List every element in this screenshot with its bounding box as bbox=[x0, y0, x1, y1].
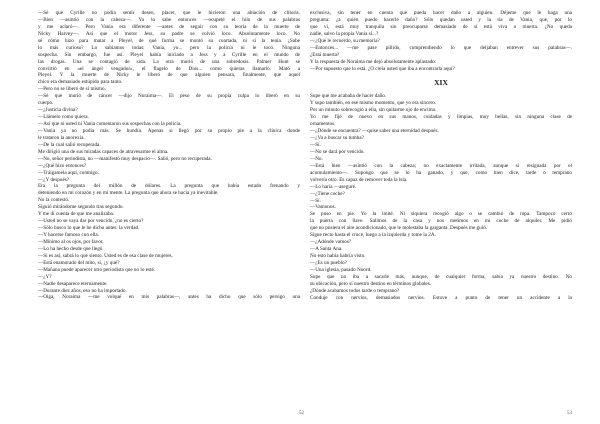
text-line: —Una iglesia, pasado Noord. bbox=[310, 266, 372, 273]
text-line: Y supo también, en ese mismo momento, que yo era sincero. bbox=[310, 100, 437, 107]
text-line: Conduje con nervios, demasiados nervios. Estuve a punto de tener un accidente a la bbox=[310, 294, 572, 301]
text-line: No esto había habría visto. bbox=[310, 253, 366, 259]
text-line: ¿Está muerta? bbox=[310, 51, 340, 58]
text-line: —¿Va a buscar su tumba? bbox=[310, 135, 364, 142]
text-line: volvería otro. Es capaz de remover toda la isla. bbox=[310, 176, 408, 183]
text-line: —De la cual salió recuperada. bbox=[38, 141, 101, 148]
text-line: —No. bbox=[310, 155, 323, 162]
text-line: Me dirigió una de sus miradas capaces de atravesarme el alma. bbox=[38, 148, 169, 155]
text-line: que no pusiera el aire acondicionado, que le molestaba la garganta. Después me guió. bbox=[310, 225, 488, 232]
text-line: —A Santa Ana. bbox=[310, 246, 343, 253]
text-line: —Vania ya no podía más. Se hundía. Apenas si llegó por su propio pie a la clínica donde bbox=[38, 127, 300, 134]
text-line: —Pero no se liberó de sí mismo. bbox=[38, 86, 106, 93]
text-line: —Vamonos. bbox=[310, 204, 336, 211]
text-line: Pleyel. Y la muerte de Nicky le liberó de que alguien pensara, finalmente, que aquel bbox=[38, 72, 300, 79]
text-line: —Nadie desaparece eternamente. bbox=[38, 280, 108, 287]
text-line: pregunta: ¿a quién puedo hacerle daño? Sólo quedan usted y la tía de Vania, que, por lo bbox=[310, 16, 572, 23]
text-line: —Sé que murió de cáncer —dijo Noraima—. El peso de su propia culpa lo liberó en su bbox=[38, 93, 300, 100]
text-line: —Mínimo al os ojos, por favor. bbox=[38, 238, 104, 245]
left-page-text bbox=[38, 10, 300, 301]
text-line: —Usted no se vaya dar por vencido, ¿no es cierto? bbox=[38, 218, 144, 225]
text-line: —Sólo busco lo que le he dicho antes: la verdad. bbox=[38, 225, 140, 232]
text-line: —¿Tiene coche? bbox=[310, 190, 345, 197]
text-line: —¿Y? bbox=[38, 273, 52, 280]
text-line: —Durante diez años, eso no ha importado. bbox=[38, 287, 127, 294]
text-line: —¿Qué le recuerdo, su memoria? bbox=[310, 37, 380, 44]
page-number: 52 bbox=[299, 411, 304, 416]
text-line: lo más curioso? Lo sabíamos todas: Vania, yo... pero la policía ni le tocó. Ninguna bbox=[38, 44, 300, 51]
text-line: —Mañana puede aparecer otro periodista que no lo esté. bbox=[38, 266, 156, 273]
text-line: —¿Adónde vamos? bbox=[310, 239, 352, 246]
text-line: chico era demasiado estúpido para tanto. bbox=[38, 79, 123, 86]
text-line: exclusiva, sin tener en cuenta que pueda hacer daño a alguien. Déjeme que le haga una bbox=[310, 10, 572, 16]
text-line: —Está enamorado del mito, sí, ¿y qué? bbox=[38, 259, 120, 266]
text-line: Y me di cuenta de que me analizaba. bbox=[38, 211, 115, 218]
text-line: —Y hacerse famoso con ella. bbox=[38, 232, 100, 238]
text-line: Se puso en pie. Yo la imité. Ni siquiera recogió algo o se cambió de ropa. Tampoco cerró bbox=[310, 211, 572, 218]
text-line: le trataron la anorexia. bbox=[38, 134, 85, 141]
text-line: —Lo haría —aseguré. bbox=[310, 183, 357, 190]
text-line: y me aclaró—. Pero Vania era diferente —antes de seguir con su teoría de la muerte de bbox=[38, 23, 300, 30]
text-line: las drogas. Una se contagió de sida. La otra murió de una sobredosis. Palmer Hunt se bbox=[38, 58, 300, 65]
text-line: su ubicación, pero sí nuestro destino en términos globales. bbox=[310, 280, 432, 287]
text-line: Yo me fijé de nuevo en sus manos, cuidadas y limpias, muy bellas, sin ninguna clase de bbox=[310, 114, 572, 121]
text-line: —No, señor periodista, no —manifestó muy despacio—. Salió, pero no recuperada. bbox=[38, 155, 212, 162]
text-line: nadie, salvo la propia Vania sí...? bbox=[310, 30, 379, 37]
text-line: —Tráigamela aquí, conmigo. bbox=[38, 169, 99, 176]
text-line: Nicky Harvey—. Así que el motor Jess, su padre se volvió loco. Absolutamente loco. No bbox=[38, 30, 300, 37]
text-line: —Así que ni usted ni Vania comentaron sus sospechas con la policía. bbox=[38, 121, 182, 127]
text-line: —Entonces... —me pase pillido, comprendiendo lo que deljaban entrever sus palabras—. bbox=[310, 44, 572, 51]
text-line: —Sí. bbox=[310, 197, 321, 204]
text-line: deteniendo en mi corazón y en mi mente. La pregunta que ahora se hacía ya inevitable. bbox=[38, 190, 219, 197]
text-line: —¿Es un pueblo? bbox=[310, 259, 347, 266]
text-line: Y la respuesta de Noraima me dejó absolutamente aplastado: bbox=[310, 58, 437, 65]
text-line: ornamentos. bbox=[310, 121, 336, 128]
page-number: 53 bbox=[567, 411, 572, 416]
text-line: Supe que no iba a sacarle más, aunque, de cualquier forma, sabía ya nuestro destino. No bbox=[310, 273, 572, 280]
text-line: —Bien —asintió con la cabeza—. Yo lo sabe entonces —ocupeté el hilo de sus palabras bbox=[38, 16, 300, 23]
text-line: que vi, está muy tranquila sin preocuparse demasiado de si está viva o muerta. ¿No queda bbox=[310, 23, 572, 30]
text-line: cuerpo. bbox=[38, 100, 54, 107]
text-line: —¿Justicia divina? bbox=[38, 107, 78, 114]
text-line: convirtió en «el ángel vengador», el flagelo de Dios... como quieras llamarlo. Mató a bbox=[38, 65, 300, 72]
text-line: —Está bien —asintió con la cabeza; no exactamente irritada, aunque sí resignada por el bbox=[310, 162, 572, 169]
text-line: acumulamiento—. Supongo que se lo ha ganado, y que, como bien dice, tarde o temprano bbox=[310, 169, 572, 176]
text-line: —Llámelo como quiera. bbox=[38, 114, 89, 121]
text-line: la puerta con llave. Salimos de la casa y nos metimos en mi coche de alquiler. Me pidió bbox=[310, 218, 572, 225]
text-line: sé cómo hizo para matar a Pleyel, de qué forma se montó su coartada, ni si la tenía. ¿Sabe bbox=[38, 37, 300, 44]
text-line: —¿Qué hizo entonces? bbox=[38, 162, 87, 169]
text-line: —Oiga, Noraima —me volqué en mis palabras—, antes ha dicho que sólo persigo una bbox=[38, 294, 300, 301]
text-line: Supe que me acababa de hacer daño. bbox=[310, 93, 387, 100]
right-page bbox=[310, 10, 572, 416]
text-line: —No se dará por vencido. bbox=[310, 148, 365, 155]
left-page bbox=[38, 10, 304, 416]
text-line: —Lo ha hecho desde que llegó. bbox=[38, 245, 104, 252]
text-line: Era la pregunta del millón de dólares. La pregunta que había estado frenando y bbox=[38, 183, 300, 190]
text-line: —Sí. bbox=[310, 142, 321, 148]
text-line: —Si es así, sabrá lo que siento. Usted es de esa clase de mujeres. bbox=[38, 252, 173, 259]
text-line: —¿Y después? bbox=[38, 176, 70, 183]
right-page-text bbox=[310, 10, 572, 302]
text-line: —Sé que Cyrille no podía sentir deseo, placer, que le hicieron una ablación de clítoris. bbox=[38, 10, 300, 16]
text-line: ¿Dónde acabamos todos tarde o temprano? bbox=[310, 287, 400, 294]
text-line: sospecha. Sin embargo, fue así. Pleyel había iniciado a Jess y a Cyrille en el mundo de bbox=[38, 51, 300, 58]
text-line: Por un minuto sobrecogió a ella, sin quitarme ojo de encima. bbox=[310, 107, 437, 114]
text-line: —Por supuesto que lo está. ¿O creía usted que iba a encontrarla aquí? bbox=[310, 65, 455, 72]
text-line: No la contestó. bbox=[38, 197, 70, 204]
text-line: —¿Dónde se encuentra? —quise saber una eternidad después. bbox=[310, 128, 439, 135]
chapter-heading: XIX bbox=[434, 78, 448, 88]
text-line: Sigue recto hasta el cruce, luego a la izquierda y tome la 2A. bbox=[310, 232, 436, 239]
text-line: Siguió mirándome segundo tras segundo. bbox=[38, 204, 124, 211]
